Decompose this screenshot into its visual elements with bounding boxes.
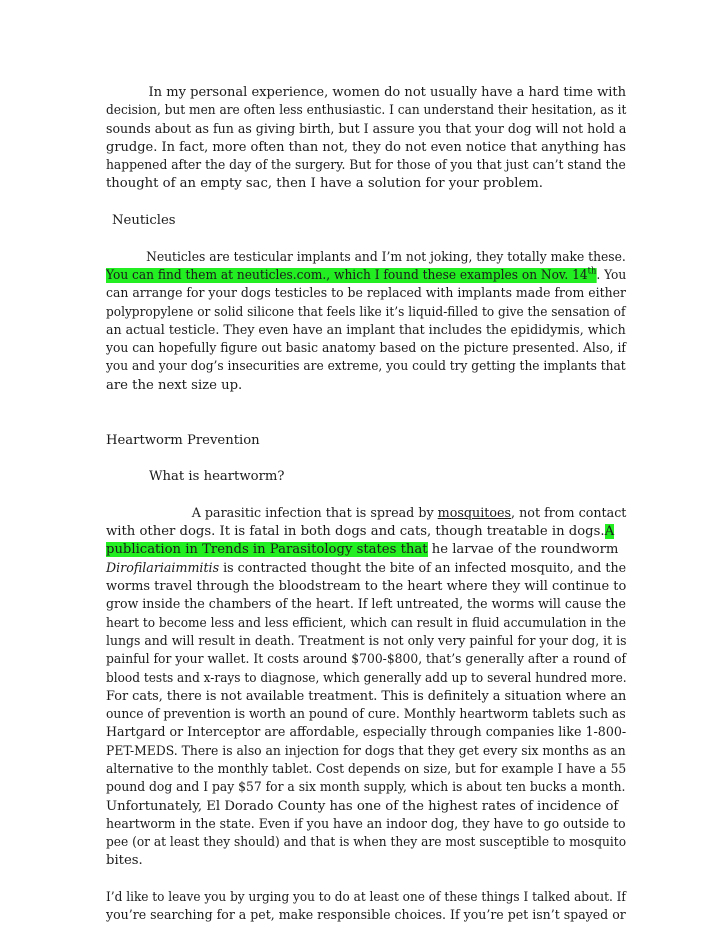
paragraph-line: You can find them at neuticles.com., which I found these examples on Nov. 14th. You <box>106 266 627 283</box>
paragraph-line: worms travel through the bloodstream to the heart where they will continue to <box>106 579 627 595</box>
paragraph-line: painful for your wallet. It costs around $700-$800, that’s generally after a round of <box>106 652 627 668</box>
paragraph-line: For cats, there is not available treatment. This is definitely a situation where an <box>106 688 627 704</box>
paragraph-line: Neuticles are testicular implants and I’m not joking, they totally make these. <box>146 249 626 265</box>
paragraph-line: ounce of prevention is worth an pound of cure. Monthly heartworm tablets such as <box>106 707 626 723</box>
section-heading-heartworm: Heartworm Prevention <box>106 432 260 448</box>
paragraph-line: blood tests and x-rays to diagnose, which generally add up to several hundred more. <box>106 670 627 686</box>
paragraph-line: grudge. In fact, more often than not, they do not even notice that anything has <box>106 139 626 155</box>
paragraph-line: you and your dog’s insecurities are extreme, you could try getting the implants that <box>106 359 626 375</box>
paragraph-line: A parasitic infection that is spread by mosquitoes, not from contact <box>191 505 627 521</box>
italic-species-name: Dirofilariaimmitis <box>106 560 220 576</box>
paragraph-line: heart to become less and less efficient, which can result in fluid accumulation in the <box>106 615 626 631</box>
paragraph-line: heartworm in the state. Even if you have an indoor dog, they have to go outside to <box>106 816 626 832</box>
paragraph-line: decision, but men are often less enthusiastic. I can understand their hesitation, as it <box>106 103 627 119</box>
highlighted-text: A <box>604 524 615 540</box>
section-heading-neuticles: Neuticles <box>112 213 176 229</box>
paragraph-line: thought of an empty sac, then I have a solution for your problem. <box>106 176 543 192</box>
highlighted-text: publication in Trends in Parasitology states that <box>106 542 428 558</box>
document-page <box>106 84 626 926</box>
paragraph-line: polypropylene or solid silicone that feels like it’s liquid-filled to give the sensation of <box>106 304 626 320</box>
paragraph-line: bites. <box>106 853 143 869</box>
paragraph-line: can arrange for your dogs testicles to be replaced with implants made from either <box>106 286 626 302</box>
paragraph-line: Hartgard or Interceptor are affordable, especially through companies like 1-800- <box>106 725 627 741</box>
paragraph-line: alternative to the monthly tablet. Cost depends on size, but for example I have a 55 <box>106 761 627 777</box>
paragraph-line: publication in Trends in Parasitology states that he larvae of the roundworm <box>106 542 619 558</box>
paragraph-line: sounds about as fun as giving birth, but I assure you that your dog will not hold a <box>106 121 627 137</box>
paragraph-line: lungs and will result in death. Treatment is not only very painful for your dog, it is <box>106 633 627 649</box>
paragraph-line: an actual testicle. They even have an implant that includes the epididymis, which <box>106 322 626 338</box>
paragraph-line: you can hopefully figure out basic anatomy based on the picture presented. Also, if <box>106 341 626 357</box>
paragraph-line: happened after the day of the surgery. But for those of you that just can’t stand the <box>106 158 626 174</box>
paragraph-line: grow inside the chambers of the heart. If left untreated, the worms will cause the <box>106 597 626 613</box>
subheading-what-is-heartworm: What is heartworm? <box>149 469 285 485</box>
paragraph-line: pound dog and I pay $57 for a six month supply, which is about ten bucks a month. <box>106 780 626 796</box>
paragraph-line: you’re searching for a pet, make responsible choices. If you’re pet isn’t spayed or <box>106 908 626 924</box>
paragraph-line: Dirofilariaimmitis is contracted thought the bite of an infected mosquito, and the <box>106 560 627 576</box>
highlighted-text: You can find them at neuticles.com., which I found these examples on Nov. 14th <box>106 266 597 283</box>
mosquitoes-link[interactable]: mosquitoes <box>437 505 512 521</box>
paragraph-line: I’d like to leave you by urging you to do at least one of these things I talked about. If <box>106 890 626 906</box>
paragraph-line: PET-MEDS. There is also an injection for dogs that they get every six months as an <box>106 743 626 759</box>
paragraph-line: Unfortunately, El Dorado County has one of the highest rates of incidence of <box>106 798 619 814</box>
paragraph-line: with other dogs. It is fatal in both dogs and cats, though treatable in dogs.A <box>106 524 615 540</box>
paragraph-line: In my personal experience, women do not usually have a hard time with <box>148 85 627 100</box>
paragraph-line: are the next size up. <box>106 377 243 393</box>
paragraph-line: pee (or at least they should) and that is when they are most susceptible to mosquito <box>106 835 627 851</box>
